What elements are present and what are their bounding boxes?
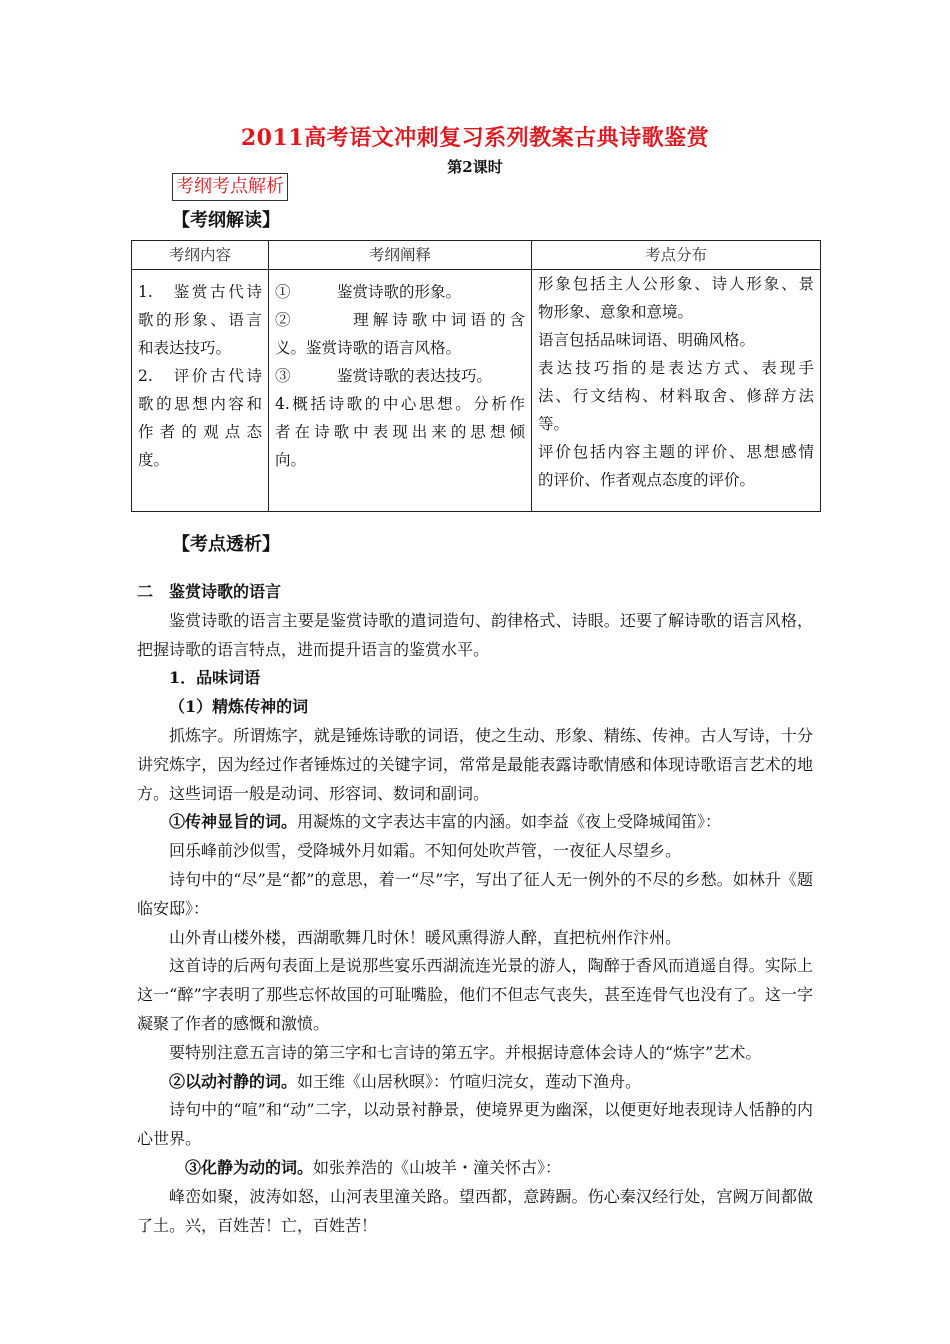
list-item: [137, 808, 813, 837]
document-title: 2011高考语文冲刺复习系列教案古典诗歌鉴赏: [240, 125, 710, 151]
table-header-row: [132, 241, 821, 270]
subheading: 1．品味词语: [169, 668, 261, 688]
item-label: ①传神显旨的词。: [169, 812, 298, 832]
poem-line: 回乐峰前沙似雪，受降城外月如霜。不知何处吹芦管，一夜征人尽望乡。: [169, 841, 682, 861]
cell-line: 和表达技巧。: [138, 339, 232, 357]
cell-line: 者在诗歌中表现出来的思想倾: [275, 423, 525, 441]
cell-line: 义。鉴赏诗歌的语言风格。: [275, 339, 462, 357]
cell-line: 4.概括诗歌的中心思想。分析作: [275, 395, 525, 413]
list-item: [137, 1154, 813, 1183]
cell-line: 语言包括品味词语、明确风格。: [538, 331, 756, 349]
cell-line: 的评价、作者观点态度的评价。: [538, 471, 756, 489]
paragraph: 鉴赏诗歌的语言主要是鉴赏诗歌的遣词造句、韵律格式、诗眼。还要了解诗歌的语言风格，把握诗歌的语言特点，进而提升语言的鉴赏水平。: [137, 610, 813, 659]
cell-line: 歌的形象、语言: [138, 311, 262, 329]
cell-line: ① 鉴赏诗歌的形象。: [275, 283, 462, 301]
cell-line: 形象包括主人公形象、诗人形象、景: [538, 275, 814, 293]
cell-line: 表达技巧指的是表达方式、表现手: [538, 359, 814, 377]
exam-point-cell: [532, 270, 821, 512]
cell-line: 歌的思想内容和: [138, 395, 262, 413]
item-text: 用凝炼的文字表达丰富的内涵。如李益《夜上受降城闻笛》：: [297, 812, 722, 832]
syllabus-explanation-cell: [269, 270, 532, 512]
table-row: [132, 270, 821, 512]
table-header-cell: 考点分布: [532, 241, 821, 270]
cell-line: 2. 评价古代诗: [138, 367, 262, 385]
cell-line: 作者的观点态: [138, 423, 262, 441]
poem-line: 山外青山楼外楼，西湖歌舞几时休！暖风熏得游人醉，直把杭州作汴州。: [169, 927, 682, 947]
cell-line: 度。: [138, 451, 170, 469]
body-text: [137, 578, 813, 1240]
syllabus-table: [131, 240, 821, 512]
table-header-cell: 考纲内容: [132, 241, 269, 270]
list-item: [137, 1068, 813, 1097]
cell-line: ② 理解诗歌中词语的含: [275, 311, 525, 329]
syllabus-heading: 【考纲解读】: [172, 210, 280, 231]
cell-line: 评价包括内容主题的评价、思想感情: [538, 443, 814, 461]
item-text: 如张养浩的《山坡羊・潼关怀古》：: [313, 1157, 562, 1177]
syllabus-content-cell: [132, 270, 269, 512]
item-label: ③化静为动的词。: [185, 1157, 314, 1177]
paragraph: 这首诗的后两句表面上是说那些宴乐西湖流连光景的游人，陶醉于香风而逍遥自得。实际上这一“醉”字表明了那些忘怀故国的可耻嘴脸，他们不但志气丧失，甚至连骨气也没有了。这一字凝聚了作者的感慨和激愤。: [137, 956, 813, 1033]
subheading: （1）精炼传神的词: [169, 697, 309, 717]
item-label: ②以动衬静的词。: [169, 1071, 298, 1091]
section-heading: 二 鉴赏诗歌的语言: [137, 582, 282, 601]
paragraph: 诗句中的“尽”是“都”的意思，着一“尽”字，写出了征人无一例外的不尽的乡愁。如林升《题临安邸》：: [137, 869, 813, 918]
cell-line: ③ 鉴赏诗歌的表达技巧。: [275, 367, 493, 385]
cell-line: 法、行文结构、材料取舍、修辞方法: [538, 387, 814, 405]
lesson-subtitle: 第2课时: [447, 158, 503, 176]
item-text: 如王维《山居秋暝》：竹喧归浣女，莲动下渔舟。: [297, 1071, 642, 1091]
paragraph: 诗句中的“喧”和“动”二字，以动景衬静景，使境界更为幽深，以便更好地表现诗人恬静的内心世界。: [137, 1100, 813, 1149]
cell-line: 物形象、意象和意境。: [538, 303, 694, 321]
analysis-heading: 【考点透析】: [172, 534, 280, 555]
cell-line: 等。: [538, 415, 570, 433]
table-header-cell: 考纲阐释: [269, 241, 532, 270]
cell-line: 1. 鉴赏古代诗: [138, 283, 262, 301]
paragraph: 要特别注意五言诗的第三字和七言诗的第五字。并根据诗意体会诗人的“炼字”艺术。: [169, 1042, 762, 1062]
cell-line: 向。: [275, 451, 307, 469]
boxed-heading: 考纲考点解析: [172, 173, 288, 201]
paragraph: 抓炼字。所谓炼字，就是锤炼诗歌的词语，使之生动、形象、精练、传神。古人写诗，十分讲究炼字，因为经过作者锤炼过的关键字词，常常是最能表露诗歌情感和体现诗歌语言艺术的地方。这些词语一般是动词、形容词、数词和副词。: [137, 725, 813, 803]
poem-line: 峰峦如聚，波涛如怒，山河表里潼关路。望西都，意踌蹰。伤心秦汉经行处，宫阙万间都做了土。兴，百姓苦！亡，百姓苦！: [137, 1186, 813, 1235]
